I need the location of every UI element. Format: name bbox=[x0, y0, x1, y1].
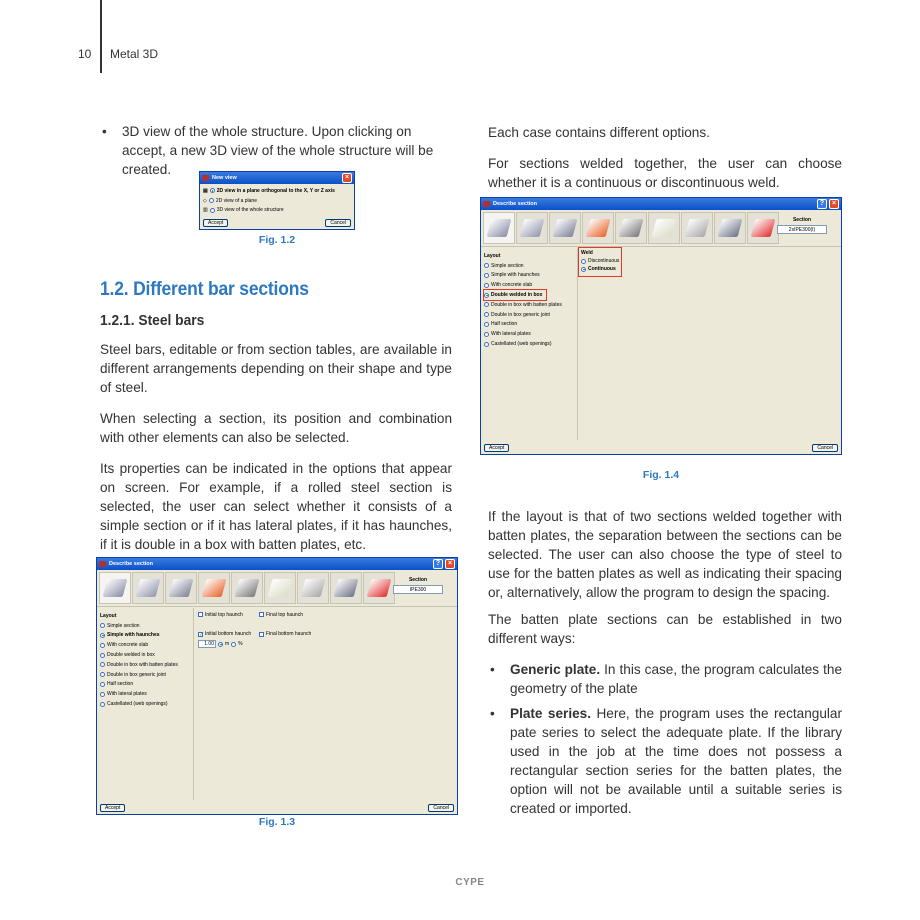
layout-option[interactable] bbox=[484, 300, 574, 310]
cold-formed-section-icon bbox=[553, 219, 578, 237]
layout-option-label: Double in box generic joint bbox=[107, 671, 166, 678]
dialog-titlebar bbox=[481, 198, 841, 210]
page-number: 10 bbox=[78, 47, 92, 61]
built-up-section-button[interactable] bbox=[681, 212, 713, 244]
layout-option-label: With concrete slab bbox=[107, 642, 149, 649]
app-icon bbox=[483, 201, 490, 207]
accept-button[interactable]: Accept bbox=[203, 219, 228, 227]
layout-option-label: Half section bbox=[107, 681, 134, 688]
hollow-section-button[interactable] bbox=[264, 572, 296, 604]
bullet-3d-view: • 3D view of the whole structure. Upon clicking on accept, a new 3D view of the whole structure will be created. bbox=[100, 122, 454, 179]
radio-button[interactable] bbox=[100, 633, 105, 638]
cold-formed-section-button[interactable] bbox=[165, 572, 197, 604]
brick-section-icon bbox=[586, 219, 611, 237]
figure-caption: Fig. 1.2 bbox=[258, 234, 296, 246]
bolted-section-icon bbox=[235, 579, 260, 597]
option-2d-orthogonal[interactable]: ▤ 2D view in a plane orthogonal to the X, Y or Z axis bbox=[203, 187, 335, 194]
layout-panel bbox=[97, 608, 194, 800]
dialog-titlebar bbox=[200, 172, 354, 184]
bolted-section-icon bbox=[619, 219, 644, 237]
cancel-button[interactable]: Cancel bbox=[325, 219, 351, 227]
layout-option[interactable] bbox=[100, 699, 190, 709]
running-title: Metal 3D bbox=[110, 47, 159, 61]
dialog-title: Describe section bbox=[493, 201, 538, 207]
app-icon bbox=[99, 561, 106, 567]
describe-section-dialog-weld bbox=[480, 197, 842, 455]
section-type-toolbar bbox=[481, 210, 841, 247]
figure-caption: Fig. 1.4 bbox=[642, 469, 680, 481]
option-3d-structure[interactable]: ▥ 3D view of the whole structure bbox=[203, 207, 284, 214]
layout-option-label: Half section bbox=[491, 321, 518, 328]
radio-button[interactable] bbox=[484, 273, 489, 278]
layout-option[interactable] bbox=[484, 271, 574, 281]
radio-button[interactable] bbox=[100, 672, 105, 677]
unit-percent-radio[interactable] bbox=[231, 642, 236, 647]
dialog-title: New view bbox=[212, 175, 237, 181]
rolled-i-section-icon bbox=[103, 579, 128, 597]
hollow-section-icon bbox=[268, 579, 293, 597]
built-up-section-icon bbox=[685, 219, 710, 237]
plate-section-button[interactable] bbox=[714, 212, 746, 244]
cancel-button[interactable]: Cancel bbox=[428, 804, 454, 812]
layout-option[interactable] bbox=[100, 621, 190, 631]
haunch-length-input[interactable]: 1.00 bbox=[198, 640, 216, 648]
radio-button[interactable] bbox=[484, 322, 489, 327]
plate-section-icon bbox=[718, 219, 743, 237]
radio-button[interactable] bbox=[100, 653, 105, 658]
paragraph: For sections welded together, the user can choose whether it is a continuous or discontinuous weld. bbox=[488, 156, 842, 190]
dialog-title: Describe section bbox=[109, 561, 154, 567]
initial-bottom-haunch-checkbox[interactable]: ✓ bbox=[199, 631, 204, 638]
layout-option-label: Double in box with batten plates bbox=[107, 661, 178, 668]
paragraph: When selecting a section, its position and combination with other elements can also be selected. bbox=[100, 411, 452, 445]
final-top-haunch-checkbox[interactable] bbox=[259, 612, 264, 617]
layout-option[interactable] bbox=[484, 261, 574, 271]
paragraph: Its properties can be indicated in the options that appear on screen. For example, if a rolled steel section is selected, the user can select whether it consists of a simple section or if it has lateral plates, if it has haunches, if it is double in a box with batten plates, etc. bbox=[100, 461, 452, 552]
unknown-section-icon bbox=[751, 219, 776, 237]
footer-brand: CYPE bbox=[455, 877, 485, 888]
layout-option-label: With concrete slab bbox=[491, 282, 533, 289]
rolled-i-section-button[interactable] bbox=[99, 572, 131, 604]
hollow-section-icon bbox=[652, 219, 677, 237]
layout-option-label: Castellated (web openings) bbox=[107, 701, 168, 708]
radio-button[interactable] bbox=[100, 623, 105, 628]
section-field[interactable]: IPE300 bbox=[393, 585, 443, 594]
radio-button[interactable] bbox=[484, 312, 489, 317]
layout-option-label: Double welded in box bbox=[491, 292, 543, 299]
new-view-dialog bbox=[199, 171, 355, 230]
brick-section-button[interactable] bbox=[198, 572, 230, 604]
layout-option-label: Simple section bbox=[491, 262, 524, 269]
layout-option[interactable] bbox=[484, 339, 574, 349]
dialog-titlebar bbox=[97, 558, 457, 570]
plate-section-icon bbox=[334, 579, 359, 597]
layout-option-label: Castellated (web openings) bbox=[491, 341, 552, 348]
accept-button[interactable]: Accept bbox=[100, 804, 125, 812]
paragraph: The batten plate sections can be established in two different ways: bbox=[488, 612, 842, 646]
initial-top-haunch-checkbox[interactable] bbox=[198, 612, 203, 617]
radio-button[interactable] bbox=[484, 332, 489, 337]
close-icon[interactable]: × bbox=[342, 173, 352, 183]
layout-option-label: Simple with haunches bbox=[491, 272, 540, 279]
layout-option[interactable] bbox=[100, 689, 190, 699]
unknown-section-icon bbox=[367, 579, 392, 597]
brick-section-button[interactable] bbox=[582, 212, 614, 244]
layout-option[interactable] bbox=[100, 631, 190, 641]
weld-continuous-radio[interactable]: Continuous bbox=[581, 265, 619, 273]
figure-caption: Fig. 1.3 bbox=[258, 816, 296, 828]
layout-label: Layout bbox=[100, 612, 117, 619]
layout-option[interactable] bbox=[100, 680, 190, 690]
layout-option-label: With lateral plates bbox=[107, 691, 147, 698]
final-bottom-haunch-checkbox[interactable] bbox=[259, 632, 264, 637]
unknown-section-button[interactable] bbox=[363, 572, 395, 604]
header-divider bbox=[100, 0, 102, 73]
radio-button[interactable] bbox=[100, 702, 105, 707]
layout-option[interactable] bbox=[100, 670, 190, 680]
layout-option-label: With lateral plates bbox=[491, 331, 531, 338]
bolted-section-button[interactable] bbox=[615, 212, 647, 244]
box-section-icon bbox=[136, 579, 161, 597]
brick-section-icon bbox=[202, 579, 227, 597]
box-section-icon bbox=[520, 219, 545, 237]
radio-button[interactable] bbox=[100, 692, 105, 697]
option-2d-plane[interactable]: ◇ 2D view of a plane bbox=[203, 197, 257, 204]
layout-label: Layout bbox=[484, 252, 501, 259]
radio-button[interactable] bbox=[100, 682, 105, 687]
app-icon bbox=[202, 175, 209, 181]
structure-icon: ▥ bbox=[203, 207, 208, 214]
unknown-section-button[interactable] bbox=[747, 212, 779, 244]
section-field[interactable]: 2xIPE300(I) bbox=[777, 225, 827, 234]
section-heading: 1.2. Different bar sections bbox=[100, 279, 309, 300]
layout-option[interactable] bbox=[484, 310, 574, 320]
bullet-plate-series: • Plate series. Here, the program uses the rectangular pate series to select the adequate plate. If the library used in the job at the time does not possess a rectangular section series for the batten plates, the option will not be available until a suitable series is created or imported. bbox=[488, 704, 842, 818]
accept-button[interactable]: Accept bbox=[484, 444, 509, 452]
close-icon[interactable]: × bbox=[829, 199, 839, 209]
section-type-toolbar bbox=[97, 570, 457, 607]
help-icon[interactable]: ? bbox=[817, 199, 827, 209]
weld-label: Weld bbox=[581, 250, 593, 256]
weld-discontinuous-radio[interactable]: Discontinuous bbox=[581, 257, 619, 265]
layout-option-label: Simple section bbox=[107, 622, 140, 629]
batten-plate-options bbox=[488, 660, 842, 818]
subsection-heading: 1.2.1. Steel bars bbox=[100, 312, 205, 329]
radio-button[interactable] bbox=[484, 342, 489, 347]
weld-options bbox=[579, 248, 621, 276]
layout-panel bbox=[481, 248, 578, 440]
built-up-section-button[interactable] bbox=[297, 572, 329, 604]
layout-option-label: Double welded in box bbox=[107, 652, 155, 659]
layout-option-label: Simple with haunches bbox=[107, 632, 160, 639]
layout-option[interactable] bbox=[100, 650, 190, 660]
rolled-i-section-button[interactable] bbox=[483, 212, 515, 244]
box-section-button[interactable] bbox=[516, 212, 548, 244]
section-selector[interactable]: Section IPE300 bbox=[393, 577, 443, 594]
hollow-section-button[interactable] bbox=[648, 212, 680, 244]
plane-icon: ◇ bbox=[203, 197, 207, 204]
rolled-i-section-icon bbox=[487, 219, 512, 237]
radio-button[interactable] bbox=[100, 643, 105, 648]
layout-option[interactable] bbox=[100, 660, 190, 670]
cold-formed-section-button[interactable] bbox=[549, 212, 581, 244]
layout-option-label: Double in box with batten plates bbox=[491, 301, 562, 308]
layout-option[interactable] bbox=[484, 290, 546, 300]
radio-button[interactable] bbox=[484, 263, 489, 268]
view-icon: ▤ bbox=[203, 187, 208, 194]
bolted-section-button[interactable] bbox=[231, 572, 263, 604]
bullet-generic-plate: • Generic plate. In this case, the program calculates the geometry of the plate bbox=[488, 660, 842, 698]
cancel-button[interactable]: Cancel bbox=[812, 444, 838, 452]
box-section-button[interactable] bbox=[132, 572, 164, 604]
unit-m-radio[interactable] bbox=[218, 642, 223, 647]
section-selector[interactable]: Section 2xIPE300(I) bbox=[777, 217, 827, 234]
paragraph: If the layout is that of two sections welded together with batten plates, the separation between the sections can be selected. The user can also choose the type of steel to use for the batten plates as well as indicating their spacing or, alternatively, allow the program to design the spacing. bbox=[488, 509, 842, 600]
layout-option-label: Double in box generic joint bbox=[491, 311, 550, 318]
radio-button[interactable] bbox=[484, 302, 489, 307]
paragraph: Each case contains different options. bbox=[488, 125, 710, 140]
help-icon[interactable]: ? bbox=[433, 559, 443, 569]
radio-button[interactable] bbox=[484, 293, 489, 298]
layout-option[interactable] bbox=[484, 280, 574, 290]
layout-option[interactable] bbox=[484, 320, 574, 330]
close-icon[interactable]: × bbox=[445, 559, 455, 569]
haunch-options: Initial top haunch Final top haunch ✓ Initial bottom haunch Final bottom haunch 1.00 m % bbox=[199, 611, 312, 648]
layout-option[interactable] bbox=[484, 329, 574, 339]
layout-option[interactable] bbox=[100, 640, 190, 650]
built-up-section-icon bbox=[301, 579, 326, 597]
paragraph: Steel bars, editable or from section tables, are available in different arrangements depending on their shape and type of steel. bbox=[100, 342, 452, 395]
radio-button[interactable] bbox=[100, 662, 105, 667]
cold-formed-section-icon bbox=[169, 579, 194, 597]
describe-section-dialog bbox=[96, 557, 458, 815]
radio-button[interactable] bbox=[484, 283, 489, 288]
plate-section-button[interactable] bbox=[330, 572, 362, 604]
